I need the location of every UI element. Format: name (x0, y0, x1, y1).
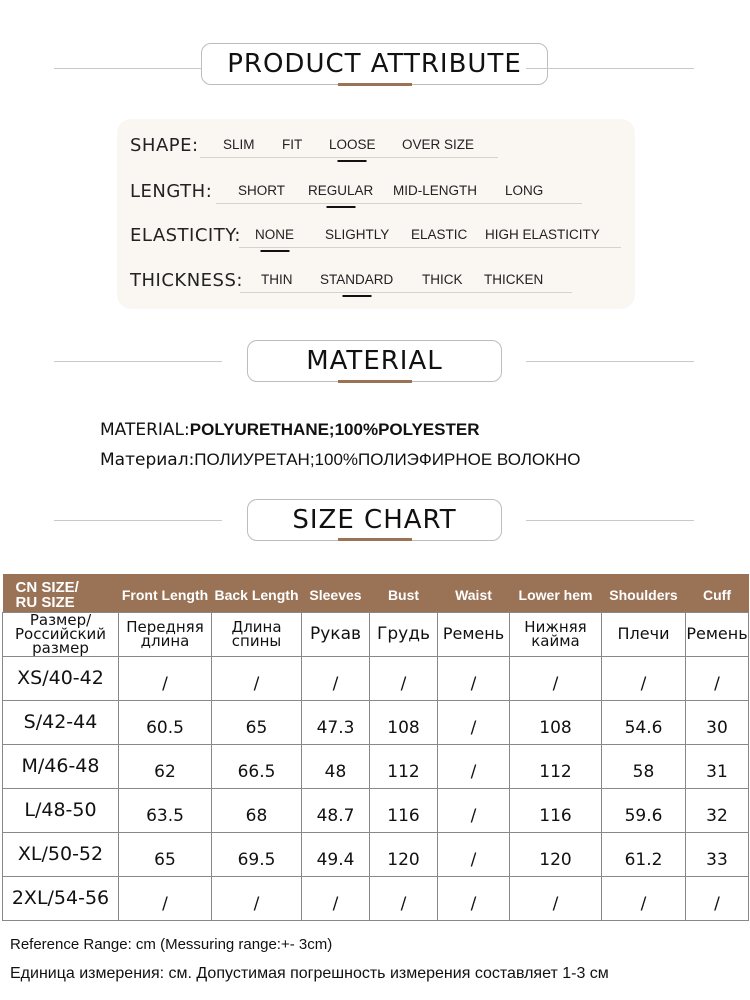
cell-waist: / (438, 788, 510, 832)
cell-waist: / (438, 832, 510, 876)
cell-back-length: 66.5 (212, 744, 302, 788)
cell-front-length: 65 (119, 832, 212, 876)
header-row-en (3, 574, 749, 612)
option-thin: THIN (261, 272, 293, 287)
cell-sleeves: 48 (302, 744, 370, 788)
cell-back-length: 69.5 (212, 832, 302, 876)
material-ru (100, 449, 581, 470)
attribute-baseline (216, 203, 582, 204)
cell-shoulders: / (602, 876, 686, 920)
cell-sleeves: / (302, 656, 370, 700)
table-row (3, 656, 749, 700)
size-label: M/46-48 (3, 744, 119, 788)
header-row-ru (3, 612, 749, 656)
cell-waist: / (438, 700, 510, 744)
cell-cuff: / (686, 876, 749, 920)
attribute-label: ELASTICITY: (130, 225, 241, 246)
section-title: MATERIAL (247, 340, 502, 382)
header-ru-front-length: Передняя длина (119, 612, 212, 656)
header-shoulders: Shoulders (602, 574, 686, 612)
cell-front-length: 60.5 (119, 700, 212, 744)
cell-sleeves: 49.4 (302, 832, 370, 876)
size-chart-table (2, 574, 749, 921)
material-heading (0, 340, 750, 390)
attribute-label: LENGTH: (130, 181, 213, 202)
cell-front-length: / (119, 876, 212, 920)
divider-right (526, 361, 694, 362)
attribute-baseline (200, 157, 498, 158)
section-title: PRODUCT ATTRIBUTE (201, 43, 548, 85)
material-label-en: MATERIAL: (100, 420, 190, 440)
cell-waist: / (438, 656, 510, 700)
header-ru-bust: Грудь (370, 612, 438, 656)
material-en (100, 419, 479, 440)
header-cuff: Cuff (686, 574, 749, 612)
attribute-label: SHAPE: (130, 135, 199, 156)
header-lower-hem: Lower hem (510, 574, 602, 612)
table-row (3, 832, 749, 876)
option-standard-selected: STANDARD (320, 272, 394, 287)
cell-sleeves: 48.7 (302, 788, 370, 832)
option-fit: FIT (282, 137, 303, 152)
attribute-label: THICKNESS: (130, 270, 243, 291)
header-ru-size: Размер/ Российский размер (3, 612, 119, 656)
option-slim: SLIM (223, 137, 255, 152)
divider-left (54, 361, 222, 362)
attribute-row-thickness (117, 266, 635, 296)
option-thick: THICK (422, 272, 463, 287)
cell-sleeves: / (302, 876, 370, 920)
cell-lower-hem: 116 (510, 788, 602, 832)
table-row (3, 700, 749, 744)
header-sleeves: Sleeves (302, 574, 370, 612)
cell-lower-hem: 108 (510, 700, 602, 744)
header-cn-ru-size: CN SIZE/ RU SIZE (3, 574, 119, 612)
header-ru-cuff: Ремень (686, 612, 749, 656)
reference-range-en: Reference Range: cm (Messuring range:+- 3cm) (10, 936, 333, 953)
attribute-card (117, 119, 635, 309)
header-front-length: Front Length (119, 574, 212, 612)
divider-right (526, 520, 694, 521)
product-attribute-heading (0, 43, 750, 93)
attribute-row-shape (117, 131, 635, 161)
header-bust: Bust (370, 574, 438, 612)
option-over-size: OVER SIZE (402, 137, 475, 152)
cell-bust: 108 (370, 700, 438, 744)
option-thicken: THICKEN (484, 272, 544, 287)
cell-bust: 116 (370, 788, 438, 832)
material-label-ru: Материал: (100, 450, 195, 470)
accent-bar (338, 538, 412, 541)
cell-waist: / (438, 876, 510, 920)
attribute-baseline (239, 247, 621, 248)
table-row (3, 876, 749, 920)
option-none-selected: NONE (255, 227, 295, 242)
option-slightly: SLIGHTLY (325, 227, 390, 242)
cell-lower-hem: 120 (510, 832, 602, 876)
header-ru-lower-hem: Нижняя кайма (510, 612, 602, 656)
cell-cuff: 32 (686, 788, 749, 832)
cell-front-length: 63.5 (119, 788, 212, 832)
cell-cuff: 30 (686, 700, 749, 744)
cell-bust: / (370, 876, 438, 920)
cell-front-length: 62 (119, 744, 212, 788)
size-label: S/42-44 (3, 700, 119, 744)
cell-cuff: 33 (686, 832, 749, 876)
size-label: 2XL/54-56 (3, 876, 119, 920)
option-mid-length: MID-LENGTH (393, 183, 477, 198)
material-value-ru: ПОЛИУРЕТАН;100%ПОЛИЭФИРНОЕ ВОЛОКНО (194, 450, 581, 469)
attribute-row-elasticity (117, 221, 635, 251)
option-loose-selected: LOOSE (329, 137, 376, 152)
attribute-row-length (117, 177, 635, 207)
attribute-baseline (240, 292, 572, 293)
size-label: L/48-50 (3, 788, 119, 832)
cell-shoulders: 54.6 (602, 700, 686, 744)
option-long: LONG (505, 183, 544, 198)
option-elastic: ELASTIC (411, 227, 468, 242)
cell-lower-hem: / (510, 656, 602, 700)
size-label: XS/40-42 (3, 656, 119, 700)
section-title: SIZE CHART (247, 499, 502, 541)
cell-sleeves: 47.3 (302, 700, 370, 744)
divider-right (526, 68, 694, 69)
option-regular-selected: REGULAR (308, 183, 374, 198)
cell-shoulders: / (602, 656, 686, 700)
cell-cuff: 31 (686, 744, 749, 788)
cell-shoulders: 61.2 (602, 832, 686, 876)
cell-shoulders: 59.6 (602, 788, 686, 832)
cell-cuff: / (686, 656, 749, 700)
cell-back-length: / (212, 876, 302, 920)
cell-back-length: / (212, 656, 302, 700)
header-ru-back-length: Длина спины (212, 612, 302, 656)
accent-bar (338, 83, 412, 86)
table-row (3, 744, 749, 788)
header-back-length: Back Length (212, 574, 302, 612)
cell-bust: / (370, 656, 438, 700)
divider-left (54, 520, 222, 521)
option-high-elasticity: HIGH ELASTICITY (485, 227, 600, 242)
header-waist: Waist (438, 574, 510, 612)
cell-back-length: 65 (212, 700, 302, 744)
size-label: XL/50-52 (3, 832, 119, 876)
cell-lower-hem: / (510, 876, 602, 920)
reference-range-ru: Единица измерения: см. Допустимая погрешность измерения составляет 1-3 см (10, 965, 609, 982)
size-chart-heading (0, 499, 750, 549)
cell-lower-hem: 112 (510, 744, 602, 788)
accent-bar (338, 380, 412, 383)
cell-bust: 112 (370, 744, 438, 788)
header-ru-shoulders: Плечи (602, 612, 686, 656)
cell-shoulders: 58 (602, 744, 686, 788)
cell-waist: / (438, 744, 510, 788)
cell-bust: 120 (370, 832, 438, 876)
header-ru-sleeves: Рукав (302, 612, 370, 656)
table-row (3, 788, 749, 832)
cell-back-length: 68 (212, 788, 302, 832)
material-value-en: POLYURETHANE;100%POLYESTER (189, 420, 480, 439)
cell-front-length: / (119, 656, 212, 700)
header-ru-waist: Ремень (438, 612, 510, 656)
option-short: SHORT (238, 183, 286, 198)
divider-left (54, 68, 222, 69)
